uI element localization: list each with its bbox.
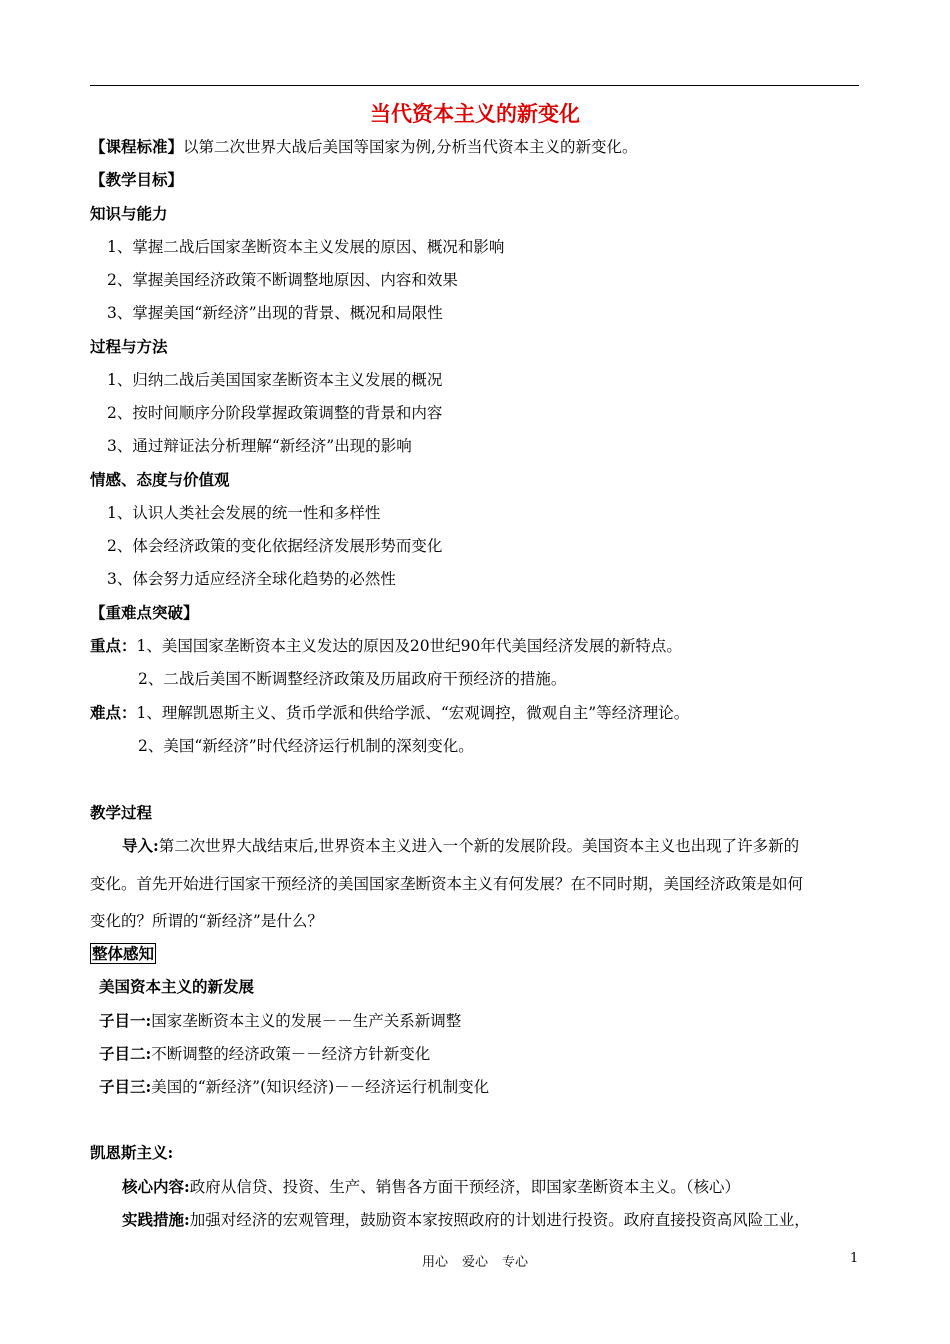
keynes-practice-label: 实践措施: [122,1210,190,1229]
subitem-text: 国家垄断资本主义的发展－－生产关系新调整 [151,1012,462,1030]
footer-word: 专心 [502,1255,529,1270]
difficult-points-label: 难点： [90,703,137,722]
knowledge-item: 1、掌握二战后国家垄断资本主义发展的原因、概况和影响 [107,238,505,256]
course-standard-label: 【课程标准】 [90,137,184,156]
subitem-label: 子目二: [99,1044,152,1063]
header-rule [90,85,859,86]
difficult-point-1 [90,703,689,723]
process-heading: 过程与方法 [90,337,168,356]
keynes-core-label: 核心内容: [122,1177,190,1196]
footer-word: 爱心 [461,1255,488,1270]
overview-box [90,944,156,964]
page-footer [0,1251,950,1270]
course-standard [90,137,637,157]
subitem-label: 子目一: [99,1011,152,1030]
emotion-heading: 情感、态度与价值观 [90,470,230,489]
key-difficult-heading: 【重难点突破】 [90,603,199,622]
subitem-text: 美国的“新经济”(知识经济)－－经济运行机制变化 [151,1078,490,1096]
overview-label: 整体感知 [92,944,155,963]
intro-line-1 [122,836,799,856]
subitem-1 [99,1011,461,1031]
keynes-core [122,1177,740,1197]
process-item: 3、通过辩证法分析理解“新经济”出现的影响 [107,437,412,455]
goals-heading: 【教学目标】 [90,170,184,189]
emotion-item: 3、体会努力适应经济全球化趋势的必然性 [107,570,396,588]
intro-line-3: 变化的？所谓的“新经济”是什么？ [90,912,323,930]
page-number: 1 [850,1251,859,1266]
keynes-practice-text: 加强对经济的宏观管理，鼓励资本家按照政府的计划进行投资。政府直接投资高风险工业， [189,1211,810,1229]
subitem-label: 子目三: [99,1077,152,1096]
subitem-text: 不断调整的经济政策－－经济方针新变化 [151,1045,431,1063]
difficult-point-text: 1、理解凯恩斯主义、货币学派和供给学派、“宏观调控，微观自主”等经济理论。 [136,704,690,722]
section-title: 美国资本主义的新发展 [99,977,255,996]
key-point-text: 1、美国国家垄断资本主义发达的原因及20世纪90年代美国经济发展的新特点。 [136,637,682,655]
intro-label: 导入: [122,836,159,855]
knowledge-item: 2、掌握美国经济政策不断调整地原因、内容和效果 [107,271,458,289]
process-item: 1、归纳二战后美国国家垄断资本主义发展的概况 [107,371,443,389]
knowledge-heading: 知识与能力 [90,204,168,223]
process-item: 2、按时间顺序分阶段掌握政策调整的背景和内容 [107,404,443,422]
keynes-heading: 凯恩斯主义: [90,1143,174,1162]
emotion-item: 1、认识人类社会发展的统一性和多样性 [107,504,381,522]
keynes-practice [122,1210,810,1230]
key-points-label: 重点： [90,636,137,655]
intro-text: 第二次世界大战结束后,世界资本主义进入一个新的发展阶段。美国资本主义也出现了许多新的 [158,837,800,855]
page-title: 当代资本主义的新变化 [370,102,580,126]
knowledge-item: 3、掌握美国“新经济”出现的背景、概况和局限性 [107,304,443,322]
teaching-process-heading: 教学过程 [90,803,153,822]
key-point-1 [90,636,682,656]
course-standard-text: 以第二次世界大战后美国等国家为例,分析当代资本主义的新变化。 [183,138,638,156]
emotion-item: 2、体会经济政策的变化依据经济发展形势而变化 [107,537,443,555]
difficult-point-2: 2、美国“新经济”时代经济运行机制的深刻变化。 [138,737,474,755]
subitem-3 [99,1077,489,1097]
intro-line-2: 变化。首先开始进行国家干预经济的美国国家垄断资本主义有何发展？在不同时期，美国经济政策是如何 [90,875,804,893]
footer-word: 用心 [421,1255,448,1270]
keynes-core-text: 政府从信贷、投资、生产、销售各方面干预经济，即国家垄断资本主义。（核心） [189,1178,740,1196]
subitem-2 [99,1044,430,1064]
key-point-2: 2、二战后美国不断调整经济政策及历届政府干预经济的措施。 [138,670,567,688]
